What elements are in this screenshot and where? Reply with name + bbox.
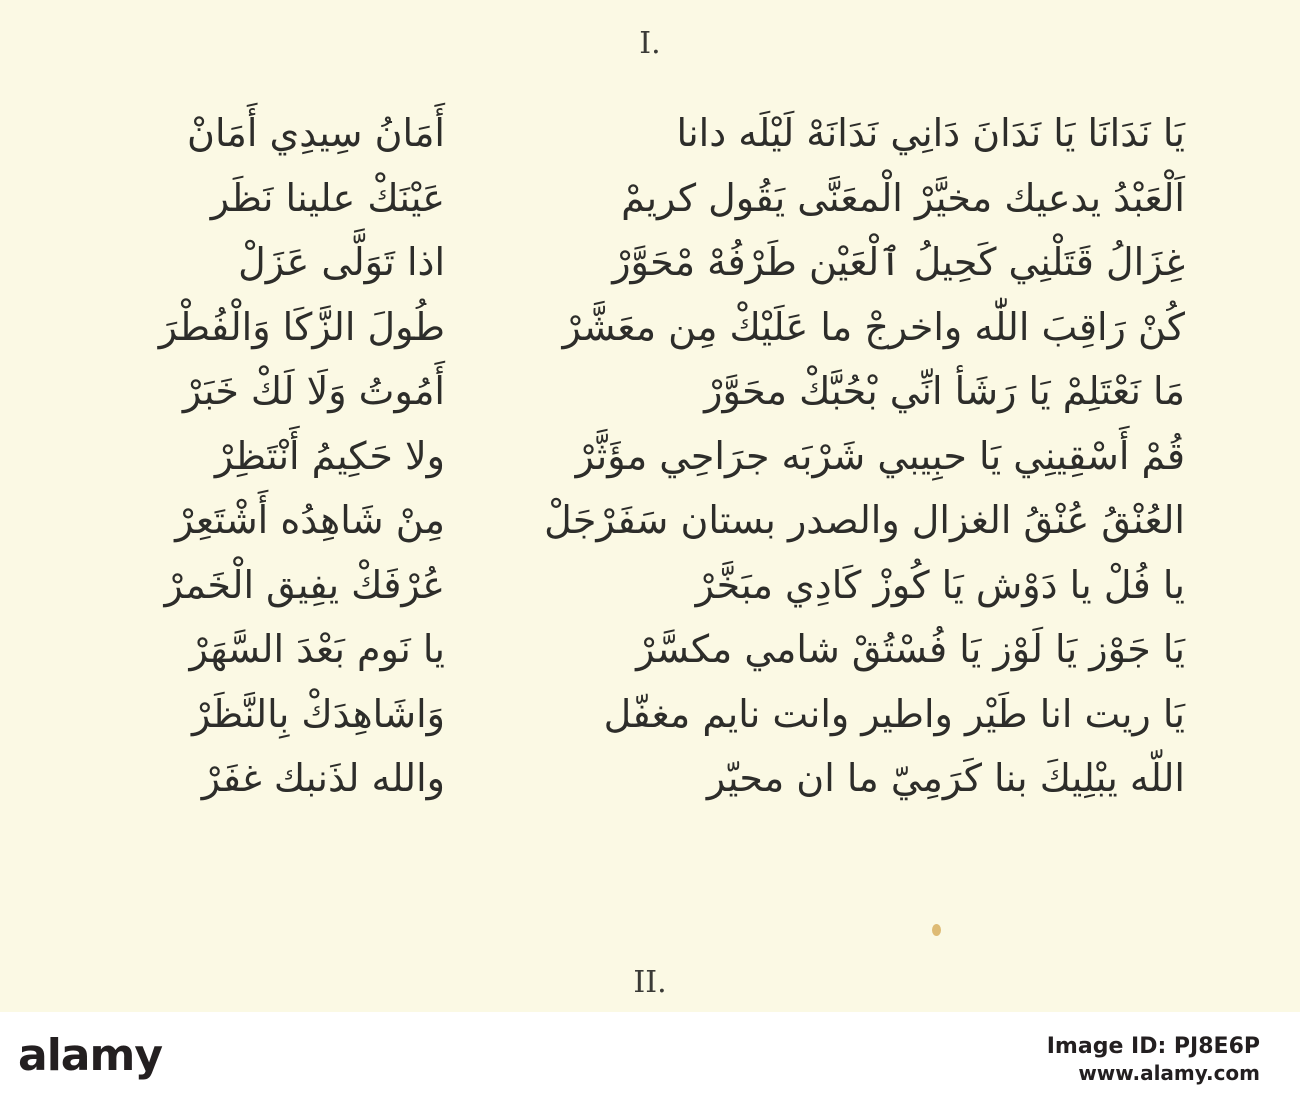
- verse-first-hemistich: غِزَالُ قَتَلْنِي كَحِيلُ ٱلْعَيْن طَرْفُهْ مْحَوَّرْ: [612, 240, 1185, 284]
- verse-first-hemistich: قُمْ أَسْقِينِي يَا حبِيبي شَرْبَه جرَاحِي مؤَثَّرْ: [575, 433, 1185, 478]
- verse-row: [0, 100, 1300, 166]
- verse-first-hemistich: العُنْقُ عُنْقُ الغزال والصدر بستان سَفَرْجَلْ: [544, 498, 1185, 542]
- verse-second-hemistich: عَيْنَكْ علينا نَظَر: [210, 175, 445, 220]
- verse-first-hemistich: كُنْ رَاقِبَ اللّٰه واخرجْ ما عَلَيْكْ مِن معَشَّرْ: [562, 304, 1185, 349]
- verse-first-hemistich: يَا جَوْز يَا لَوْز يَا فُسْتُقْ شامي مكسَّرْ: [636, 627, 1185, 671]
- alamy-logo: alamy: [18, 1030, 162, 1081]
- verse-row: [0, 423, 1300, 489]
- verse-second-hemistich: عُرْفَكْ يفِيق الْخَمرْ: [164, 562, 445, 607]
- verse-first-hemistich: يَا نَدَانَا يَا نَدَانَ دَانِي نَدَانَهْ لَيْلَه دانا: [676, 111, 1185, 155]
- section-heading-2: II.: [633, 965, 667, 1000]
- verse-row: [0, 681, 1300, 747]
- verse-second-hemistich: طُولَ الزَّكَا وَالْفُطْرَ: [158, 304, 445, 349]
- verse-second-hemistich: والله لذَنبك غفَرْ: [201, 756, 445, 800]
- verse-row: [0, 552, 1300, 618]
- section-heading-1: I.: [639, 26, 661, 61]
- verse-second-hemistich: اذا تَوَلَّى عَزَلْ: [238, 240, 445, 284]
- page-stain: [932, 924, 941, 936]
- verse-second-hemistich: مِنْ شَاهِدُه أَشْتَعِرْ: [175, 498, 445, 542]
- verse-row: [0, 165, 1300, 231]
- image-id-label: Image ID: PJ8E6P: [1046, 1034, 1260, 1059]
- watermark-footer: [0, 1012, 1300, 1102]
- verse-first-hemistich: يا فُلْ يا دَوْش يَا كُوزْ كَادِي مبَخَّرْ: [695, 562, 1185, 607]
- verse-first-hemistich: اللّه يبْلِيكَ بنا كَرَمِيّ ما ان محيّر: [706, 756, 1185, 800]
- verse-row: [0, 487, 1300, 553]
- verse-first-hemistich: مَا نَعْتَلِمْ يَا رَشَأ انِّي بْحُبَّكْ محَوَّرْ: [704, 369, 1185, 413]
- verse-row: [0, 229, 1300, 295]
- image-id-block: [1047, 1034, 1260, 1086]
- site-url: www.alamy.com: [1078, 1061, 1260, 1085]
- verse-first-hemistich: اَلْعَبْدُ يدعيك مخيَّرْ الْمعَنَّى يَقُول كريمْ: [621, 175, 1185, 220]
- verse-second-hemistich: أَمَانُ سِيدِي أَمَانْ: [187, 111, 445, 155]
- verse-row: [0, 616, 1300, 682]
- verse-row: [0, 294, 1300, 360]
- verse-row: [0, 358, 1300, 424]
- verse-second-hemistich: وَاشَاهِدَكْ بِالنَّظَرْ: [191, 691, 445, 736]
- verse-second-hemistich: أَمُوتُ وَلَا لَكْ خَبَرْ: [182, 369, 445, 413]
- verse-row: [0, 745, 1300, 811]
- verse-first-hemistich: يَا ريت انا طَيْر واطير وانت نايم مغفّل: [603, 691, 1185, 736]
- verse-second-hemistich: ولا حَكِيمُ أَنْتَظِرْ: [214, 433, 445, 478]
- verse-second-hemistich: يا نَوم بَعْدَ السَّهَرْ: [189, 627, 445, 671]
